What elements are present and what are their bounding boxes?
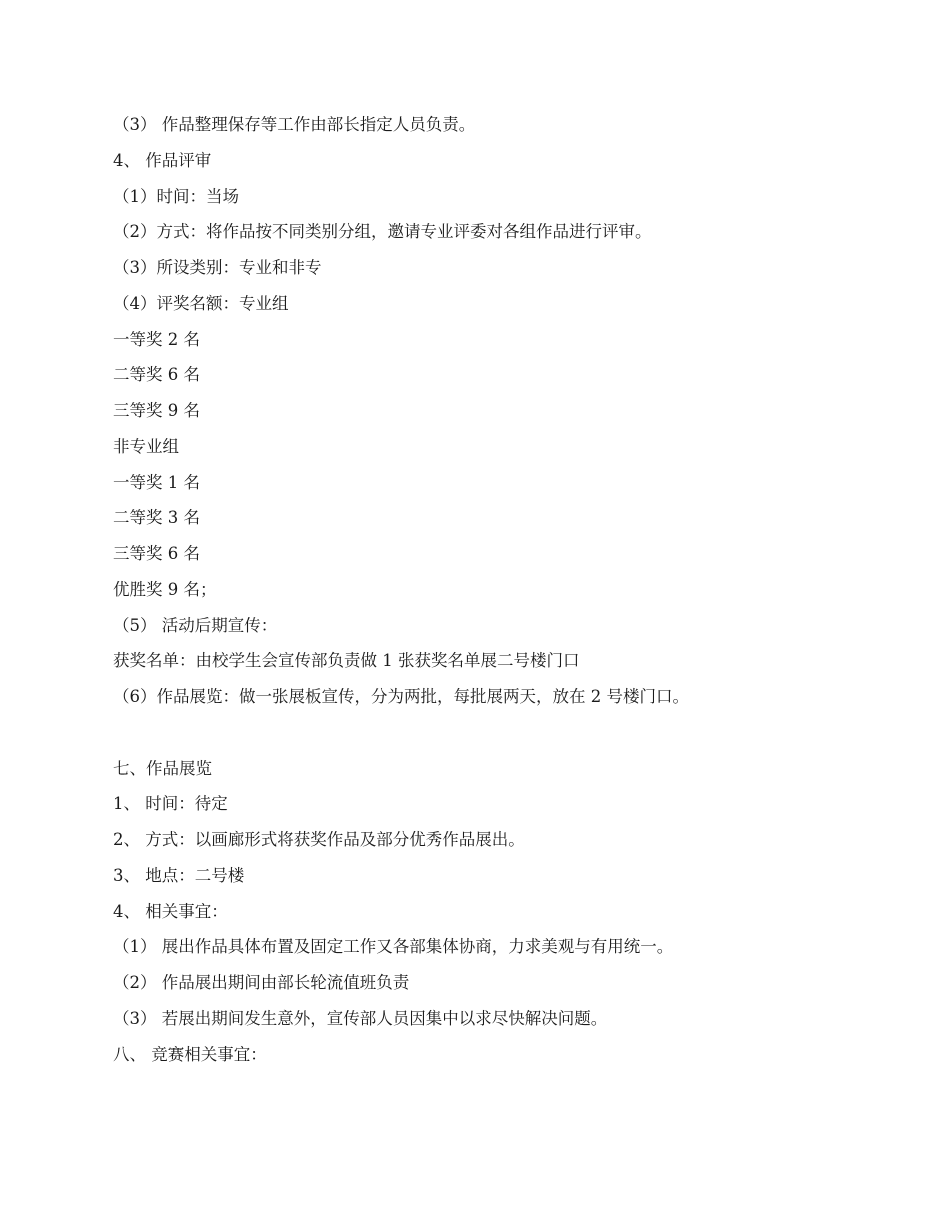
- text-line: （5） 活动后期宣传：: [113, 615, 278, 635]
- text-line: （3） 作品整理保存等工作由部长指定人员负责。: [113, 115, 476, 134]
- text-line: 获奖名单：由校学生会宣传部负责做 1 张获奖名单展二号楼门口: [113, 651, 580, 671]
- text-line: （4）评奖名额：专业组: [113, 293, 289, 313]
- text-line: 4、 相关事宜：: [113, 901, 228, 921]
- text-line: 优胜奖 9 名；: [113, 579, 217, 599]
- text-line: （1） 展出作品具体布置及固定工作又各部集体协商，力求美观与有用统一。: [113, 937, 674, 957]
- text-line: 一等奖 2 名: [113, 329, 200, 349]
- text-line: （2）方式：将作品按不同类别分组，邀请专业评委对各组作品进行评审。: [113, 222, 652, 242]
- text-line: （3）所设类别：专业和非专: [113, 258, 322, 277]
- text-line: 2、 方式：以画廊形式将获奖作品及部分优秀作品展出。: [113, 830, 525, 849]
- text-line: 三等奖 6 名: [113, 544, 200, 563]
- text-line: 二等奖 6 名: [113, 365, 200, 385]
- text-line: （3） 若展出期间发生意外，宣传部人员因集中以求尽快解决问题。: [113, 1008, 608, 1028]
- text-line: 二等奖 3 名: [113, 508, 200, 528]
- text-line: 非专业组: [113, 436, 179, 456]
- text-line: 三等奖 9 名: [113, 401, 200, 420]
- text-line: （2） 作品展出期间由部长轮流值班负责: [113, 973, 410, 992]
- text-line: 1、 时间：待定: [113, 794, 228, 814]
- section-heading: 七、作品展览: [113, 758, 212, 778]
- text-line: （6）作品展览：做一张展板宣传，分为两批，每批展两天，放在 2 号楼门口。: [113, 687, 689, 706]
- text-line: 一等奖 1 名: [113, 472, 200, 492]
- section-heading: 4、 作品评审: [113, 150, 212, 170]
- text-line: 3、 地点：二号楼: [113, 865, 245, 885]
- blank-line: [113, 715, 850, 751]
- section-heading: 八、 竞赛相关事宜：: [113, 1044, 267, 1064]
- text-line: （1）时间：当场: [113, 186, 239, 206]
